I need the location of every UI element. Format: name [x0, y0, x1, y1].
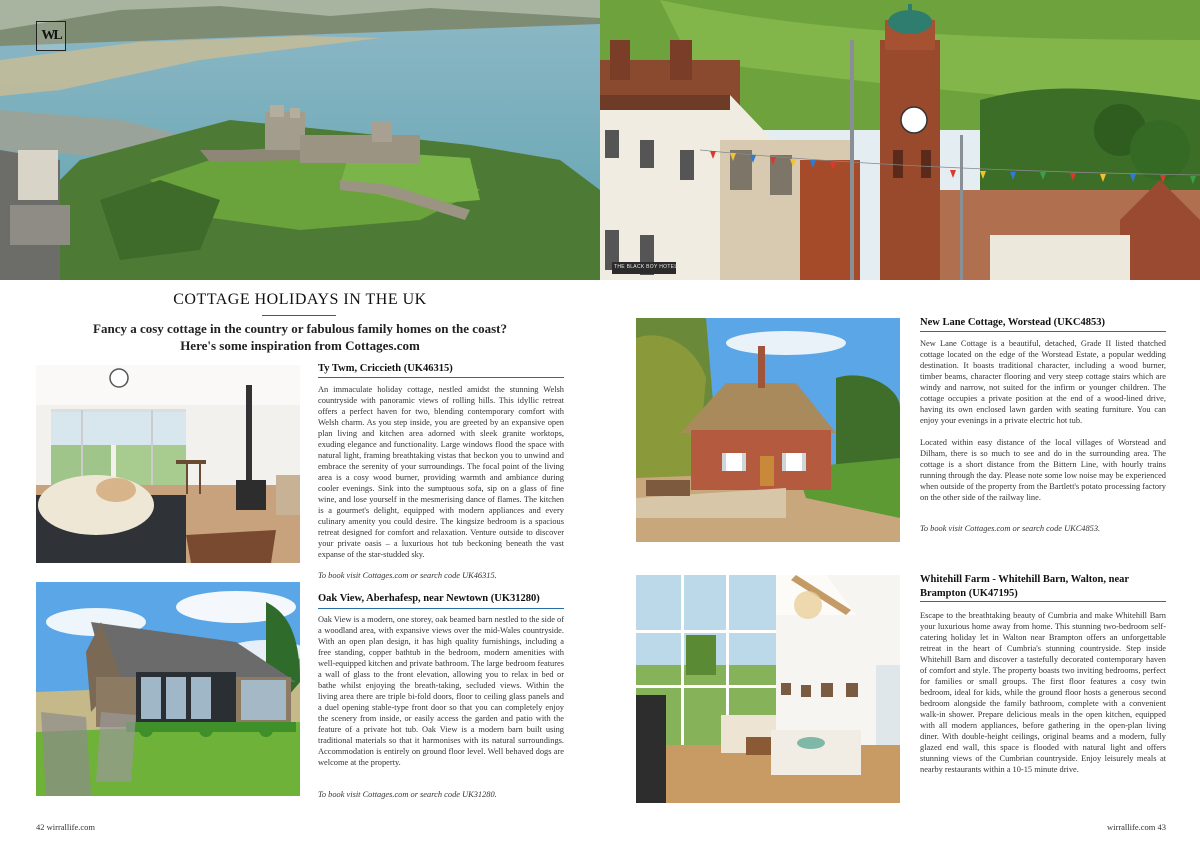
heading-rule [318, 608, 564, 609]
heading-rule [920, 331, 1166, 332]
listing-heading-new-lane: New Lane Cottage, Worstead (UKC4853) [920, 317, 1105, 328]
pub-sign-text: THE BLACK BOY HOTEL [614, 264, 678, 270]
new-lane-cottage-photo [636, 318, 900, 542]
article-title: COTTAGE HOLIDAYS IN THE UK [173, 291, 427, 308]
listing-body-new-lane [920, 338, 1166, 503]
title-divider [262, 315, 336, 316]
listing-body-ty-twm: An immaculate holiday cottage, nestled amidst the stunning Welsh countryside with panoramic views of rolling hills. This idyllic retreat offers a perfect haven for two, blending contemporary comfort with Welsh charm. As you step inside, you are greeted by an expansive open plan living and kitchen area adorned with sleek granite worktops, exuding elegance and functionality. Large windows flood the space with natural light, framing breathtaking vistas that beckon you to unwind and embrace the serenity of your surroundings. The focal point of the living area is a cosy wood burner, providing warmth and ambiance during cooler evenings. Sink into the sumptuous sofa, sip on a glass of fine wine, and lose yourself in the mesmerising dance of flames. The kitchen is a gourmet's delight, equipped with modern appliances and every culinary amenity you could desire. The kingsize bedroom is a spacious retreat designed for comfort and relaxation. Venture outside to discover your private oasis – a luxurious hot tub beckoning beneath the vast expanse of the star-studded sky. [318, 385, 564, 559]
page-number-left: 42 wirrallife.com [36, 822, 96, 832]
listing-heading-oak-view: Oak View, Aberhafesp, near Newtown (UK31280) [318, 593, 540, 604]
listing-body-whitehill: Escape to the breathtaking beauty of Cumbria and make Whitehill Barn your luxurious home away from home. This stunning two-bedroom self-catering holiday let in Walton near Brampton offers an unforgettable retreat in the heart of Cumbria's stunning countryside. Step inside Whitehill Barn and discover a tastefully decorated contemporary haven of comfort and style. The property boasts two inviting bedrooms, perfect for families or small groups. The first floor features a cosy twin bedroom, ideal for kids, while the ground floor hosts a generous second bedroom alongside the family bathroom, complete with a convenient walk-in shower. Prepare delicious meals in the open kitchen, equipped with all modern appliances, before gathering in the open-plan living diner. With double-height ceilings, original beams and a modern, fully glazed end wall, this space is flooded with natural light and offers stunning views of the Cumbrian countryside. Enjoy leisurely meals at nearby restaurants within a 10-15 minute drive. [920, 611, 1166, 774]
listing-cta-ty-twm: To book visit Cottages.com or search code UK46315. [318, 571, 497, 580]
listing-cta-new-lane: To book visit Cottages.com or search code UKC4853. [920, 524, 1101, 533]
heading-rule [920, 601, 1166, 602]
listing-body-new-lane-p2: Located within easy distance of the local villages of Worstead and Dilham, there is so much to see and do in the surrounding area. The cottage is a short distance from the Bittern Line, with hourly trains running through the day. Please note some low noise may be experienced when outside of the property from the Bartlett's potato processing factory on the other side of the railway line. [920, 438, 1166, 502]
listing-heading-ty-twm: Ty Twm, Criccieth (UK46315) [318, 363, 453, 374]
listing-cta-oak-view: To book visit Cottages.com or search code UK31280. [318, 790, 497, 799]
listing-body-new-lane-p1: New Lane Cottage is a beautiful, detached, Grade II listed thatched cottage located on the edge of the Worstead Estate, a popular wedding destination. It boasts traditional character, including a wood burner, timber beams, character flooring and very steep cottage stairs which are windy and narrow, not suited for the infirm or younger children. The cottage occupies a private position at the end of a wood-lined drive, having its own enclosed lawn garden with seating furniture. You can enjoy your evenings in a private electric hot tub. [920, 339, 1166, 425]
article-intro: Fancy a cosy cottage in the country or fabulous family homes on the coast? Here's some inspiration from Cottages.com [93, 321, 507, 353]
oak-view-barn-photo [36, 582, 300, 796]
page-number-right: wirrallife.com 43 [1106, 822, 1166, 832]
castle-coast-photo [0, 0, 600, 280]
town-clock-tower-photo [600, 0, 1200, 280]
magazine-logo: WL [36, 21, 66, 51]
listing-body-oak-view: Oak View is a modern, one storey, oak beamed barn nestled to the side of a woodland area, with expansive views over the mid-Wales countryside. With an open plan design, it has high quality furnishings, including a free standing, copper bathtub in the bedroom, modern amenities with well-equipped kitchen and private bathroom. The large bedroom features a wall of glass to the front elevation, allowing you to relax in bed or bathe whilst enjoying the breath-taking, secluded views. Within the living area there are triple bi-fold doors, floor to ceiling glass panels and a duel opening stable-type front door so that you can completely enjoy the scenery from inside, or easily access the garden and patio with the feature of a private hot tub. Oak View is a modern barn built using traditional materials so that it harmonises with its natural surroundings. Accommodation is entirely on ground floor level. Well behaved dogs are welcome at the property. [318, 615, 564, 767]
whitehill-barn-interior-photo [636, 575, 900, 803]
ty-twm-living-room-photo [36, 365, 300, 563]
listing-heading-whitehill: Whitehill Farm - Whitehill Barn, Walton, near Brampton (UK47195) [920, 574, 1129, 599]
heading-rule [318, 377, 564, 378]
